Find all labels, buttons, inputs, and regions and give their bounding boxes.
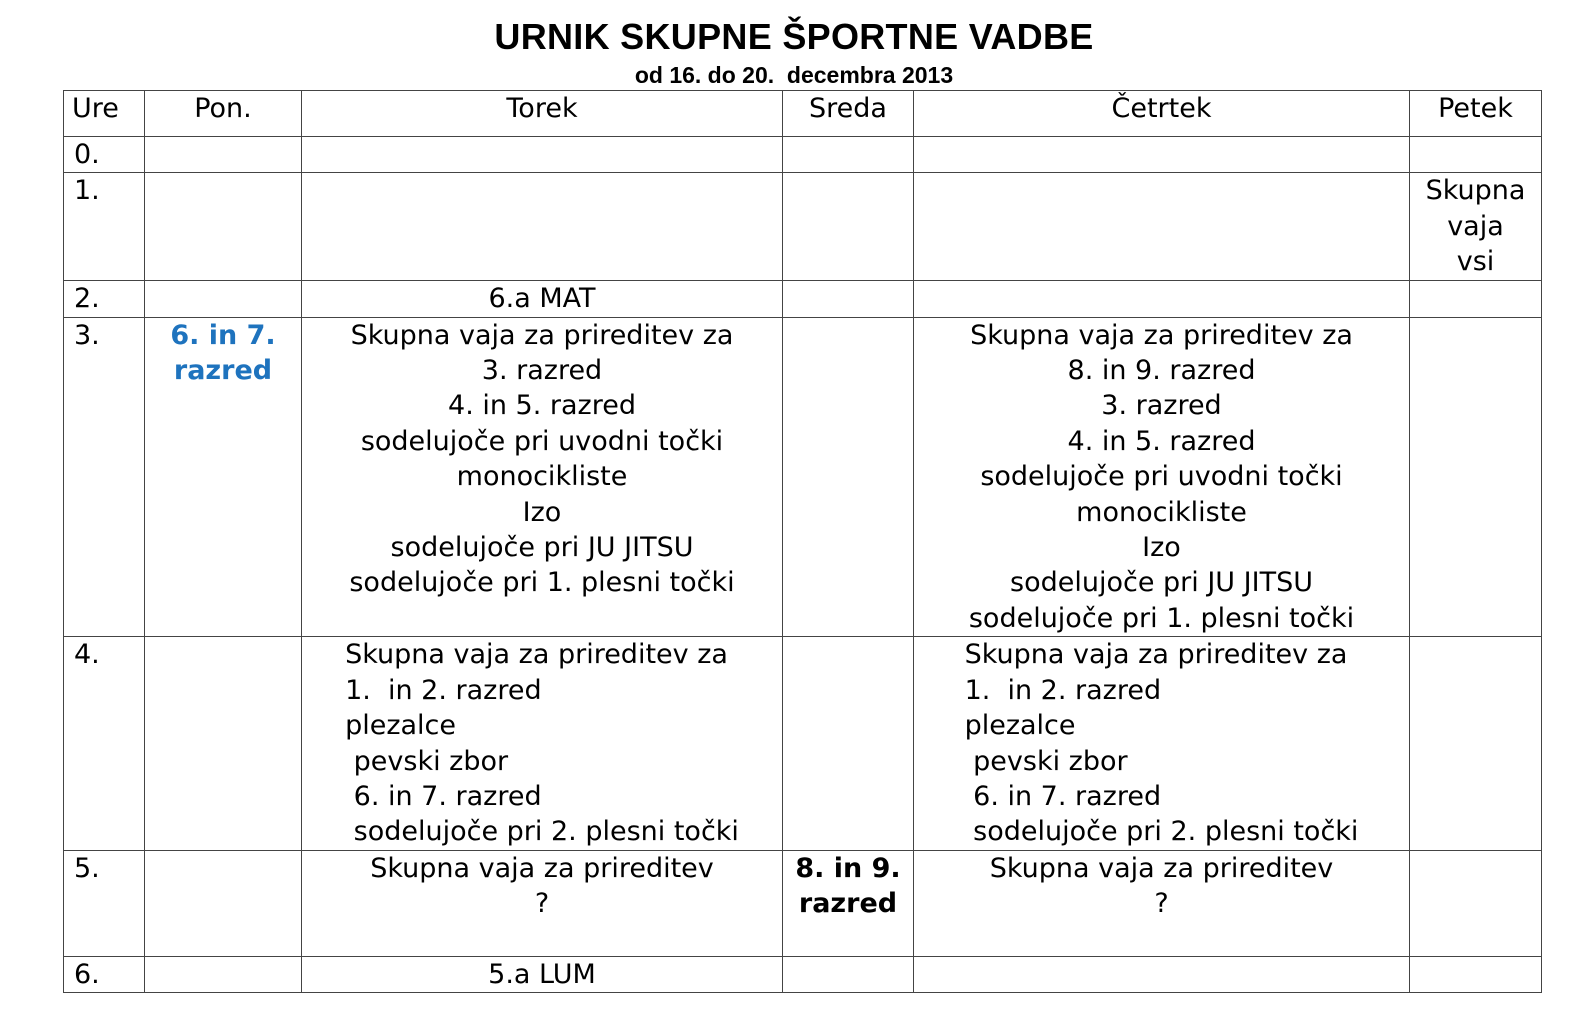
table-row xyxy=(64,956,1542,992)
cell-line: sodelujoče pri uvodni točki xyxy=(360,425,724,457)
cell xyxy=(783,637,914,850)
header-row xyxy=(64,91,1542,137)
header-ure: Ure xyxy=(64,91,145,137)
cell xyxy=(302,137,783,173)
cell xyxy=(783,956,914,992)
cell-line: Skupna vaja za prireditev za xyxy=(964,639,1348,671)
cell xyxy=(914,956,1410,992)
cell-line: sodelujoče pri 2. plesni točki xyxy=(964,816,1359,848)
cell-line: razred xyxy=(798,888,898,920)
hour-cell: 3. xyxy=(64,317,145,637)
hour-cell: 4. xyxy=(64,637,145,850)
cell xyxy=(1410,280,1542,317)
cell xyxy=(145,956,302,992)
cell-line: monocikliste xyxy=(456,461,628,493)
cell xyxy=(783,280,914,317)
cell xyxy=(914,137,1410,173)
cell xyxy=(145,280,302,317)
cell-block xyxy=(345,637,739,849)
cell xyxy=(145,850,302,956)
cell-torek xyxy=(302,850,783,956)
cell-cetrtek xyxy=(914,637,1410,850)
table-row xyxy=(64,637,1542,850)
header-pon: Pon. xyxy=(145,91,302,137)
table-row xyxy=(64,317,1542,637)
hour-cell: 5. xyxy=(64,850,145,956)
cell-line: pevski zbor xyxy=(345,745,509,777)
cell-line: ? xyxy=(1154,888,1169,920)
cell-line: 4. in 5. razred xyxy=(1067,425,1256,457)
cell-line: sodelujoče pri JU JITSU xyxy=(1010,567,1313,599)
cell-torek xyxy=(302,317,783,637)
cell-line: Izo xyxy=(522,496,562,528)
cell-line: 8. in 9. razred xyxy=(1067,355,1256,387)
cell xyxy=(145,637,302,850)
table-row xyxy=(64,137,1542,173)
cell-line: vaja xyxy=(1447,210,1504,242)
cell xyxy=(145,137,302,173)
cell-line: 5.a LUM xyxy=(488,958,596,990)
cell-line: 1. in 2. razred xyxy=(345,674,542,706)
cell-line: 8. in 9. xyxy=(795,852,901,884)
cell-line: pevski zbor xyxy=(964,745,1128,777)
cell-line: 3. razred xyxy=(1101,390,1222,422)
page-title: URNIK SKUPNE ŠPORTNE VADBE xyxy=(494,16,1094,57)
cell-sreda xyxy=(783,850,914,956)
cell-line: Izo xyxy=(1142,532,1181,564)
cell xyxy=(1410,956,1542,992)
cell-line: 4. in 5. razred xyxy=(448,390,636,422)
hour-cell: 2. xyxy=(64,280,145,317)
hour-cell: 1. xyxy=(64,173,145,280)
cell xyxy=(1410,137,1542,173)
schedule-table xyxy=(63,90,1542,993)
cell-torek xyxy=(302,280,783,317)
table-row xyxy=(64,280,1542,317)
cell-cetrtek xyxy=(914,317,1410,637)
cell xyxy=(1410,850,1542,956)
cell-petek xyxy=(1410,173,1542,280)
header-cetrtek: Četrtek xyxy=(914,91,1410,137)
cell xyxy=(302,173,783,280)
header-sreda: Sreda xyxy=(783,91,914,137)
cell xyxy=(783,137,914,173)
cell-line: Skupna vaja za prireditev za xyxy=(345,639,728,671)
cell xyxy=(1410,637,1542,850)
cell-line: Skupna vaja za prireditev xyxy=(989,852,1334,884)
cell-line: ? xyxy=(534,888,550,920)
page-subtitle: od 16. do 20. decembra 2013 xyxy=(634,62,954,88)
cell-line: monocikliste xyxy=(1076,496,1247,528)
cell-line: sodelujoče pri 2. plesni točki xyxy=(345,816,739,848)
table-row xyxy=(64,850,1542,956)
cell-line: 6. in 7. xyxy=(170,319,276,351)
cell-line: sodelujoče pri 1. plesni točki xyxy=(968,602,1355,634)
cell-line: Skupna vaja za prireditev za xyxy=(970,319,1353,351)
cell-line: vsi xyxy=(1456,246,1495,278)
cell-line: Skupna vaja za prireditev za xyxy=(350,319,734,351)
cell-pon xyxy=(145,317,302,637)
cell-cetrtek xyxy=(914,850,1410,956)
cell xyxy=(783,317,914,637)
cell xyxy=(145,173,302,280)
cell xyxy=(914,280,1410,317)
cell-line: plezalce xyxy=(345,710,456,742)
cell xyxy=(914,173,1410,280)
table-row xyxy=(64,173,1542,280)
cell-line: Skupna vaja za prireditev xyxy=(370,852,714,884)
cell-line: sodelujoče pri JU JITSU xyxy=(390,532,694,564)
header-petek: Petek xyxy=(1410,91,1542,137)
cell-block xyxy=(965,637,1359,849)
cell-line: 6. in 7. razred xyxy=(964,780,1162,812)
header-torek: Torek xyxy=(302,91,783,137)
cell xyxy=(1410,317,1542,637)
hour-cell: 6. xyxy=(64,956,145,992)
cell xyxy=(783,173,914,280)
cell-torek xyxy=(302,956,783,992)
cell-line: 1. in 2. razred xyxy=(964,674,1162,706)
cell-line: Skupna xyxy=(1425,175,1526,207)
cell-torek xyxy=(302,637,783,850)
cell-line: sodelujoče pri 1. plesni točki xyxy=(349,567,735,599)
hour-cell: 0. xyxy=(64,137,145,173)
cell-line: 6.a MAT xyxy=(488,282,596,314)
cell-line: sodelujoče pri uvodni točki xyxy=(980,461,1343,493)
cell-line: 3. razred xyxy=(481,355,603,387)
cell-line: plezalce xyxy=(964,710,1076,742)
cell-line: razred xyxy=(173,355,273,387)
cell-line: 6. in 7. razred xyxy=(345,780,542,812)
